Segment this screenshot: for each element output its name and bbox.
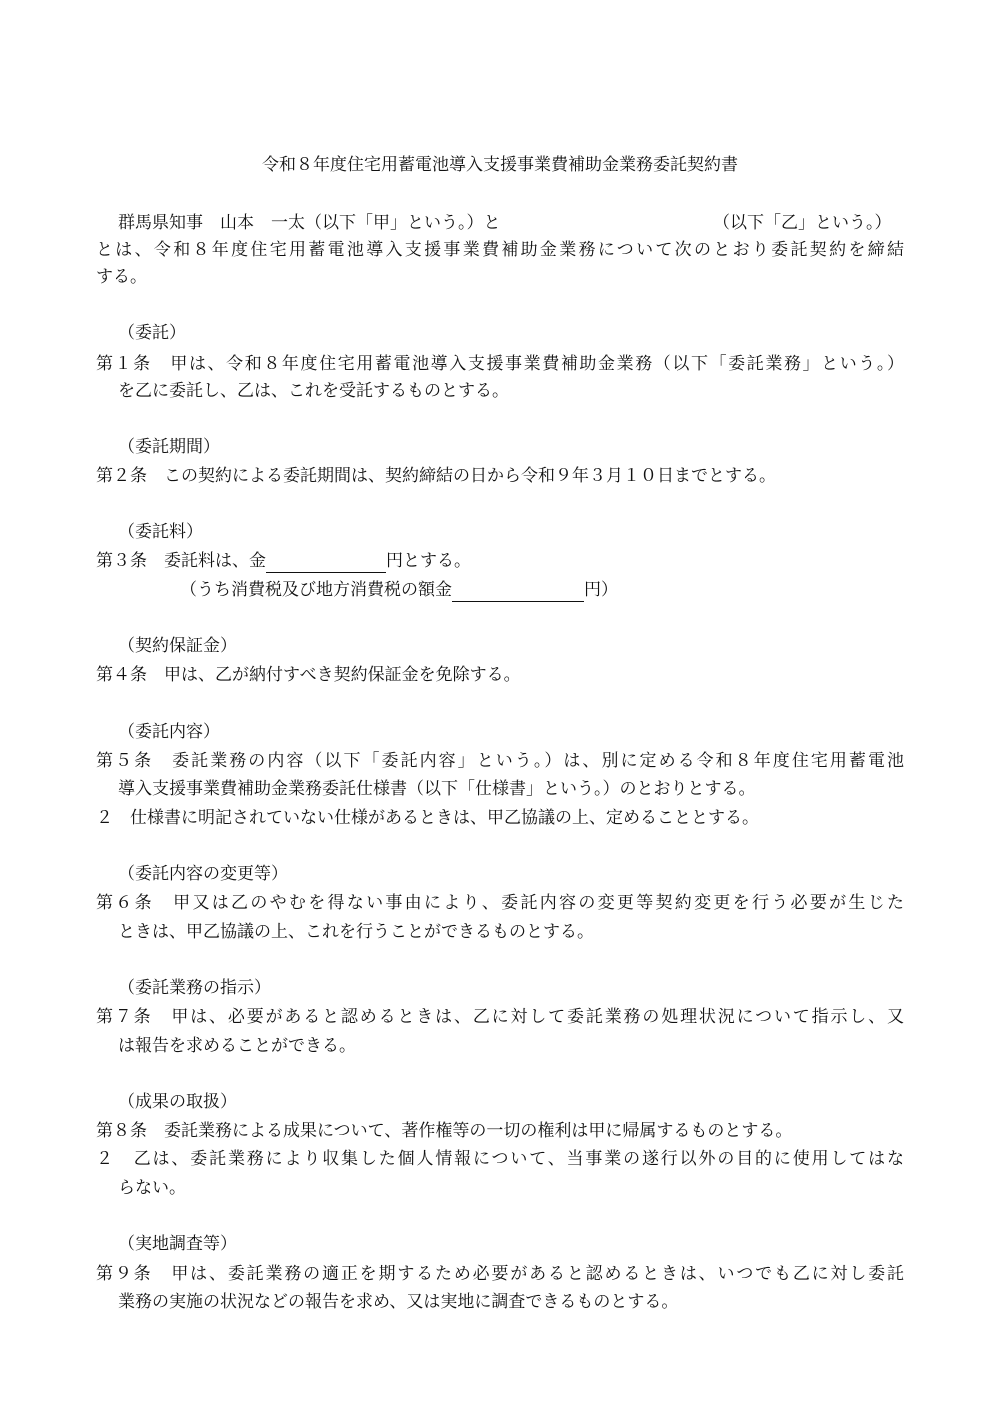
preamble-line1-left: 群馬県知事 山本 一太（以下「甲」という。）と — [118, 213, 501, 233]
article-5-line2: 導入支援事業費補助金業務委託仕様書（以下「仕様書」という。）のとおりとする。 — [118, 779, 756, 799]
preamble-line3: する。 — [96, 267, 147, 287]
document-title: 令和８年度住宅用蓄電池導入支援事業費補助金業務委託契約書 — [262, 155, 738, 175]
article-9-line2: 業務の実施の状況などの報告を求め、又は実地に調査できるものとする。 — [118, 1292, 679, 1312]
article-8-paragraph-2-cont: らない。 — [118, 1178, 186, 1198]
article-3-tax-label: （うち消費税及び地方消費税の額金 — [180, 580, 452, 600]
article-3-tax-suffix: 円） — [584, 580, 618, 600]
article-6-line1: 第６条 甲又は乙のやむを得ない事由により、委託内容の変更等契約変更を行う必要が生じた — [96, 893, 904, 913]
article-5-line1: 第５条 委託業務の内容（以下「委託内容」という。）は、別に定める令和８年度住宅用蓄電池 — [96, 751, 904, 771]
article-3-fee-label: 第３条 委託料は、金 — [96, 551, 266, 571]
preamble-line1-right: （以下「乙」という。） — [713, 213, 892, 233]
fee-amount-blank — [266, 554, 386, 573]
article-7-line2: は報告を求めることができる。 — [118, 1036, 356, 1056]
article-1-heading: （委託） — [118, 323, 186, 343]
preamble-line2: とは、令和８年度住宅用蓄電池導入支援事業費補助金業務について次のとおり委託契約を締結 — [96, 240, 904, 260]
article-4-line1: 第４条 甲は、乙が納付すべき契約保証金を免除する。 — [96, 665, 521, 685]
article-6-line2: ときは、甲乙協議の上、これを行うことができるものとする。 — [118, 922, 594, 942]
article-3-fee-suffix: 円とする。 — [386, 551, 471, 571]
article-8-heading: （成果の取扱） — [118, 1092, 237, 1112]
article-3-line2 — [180, 578, 618, 602]
article-1-line2: を乙に委託し、乙は、これを受託するものとする。 — [118, 381, 509, 401]
article-4-heading: （契約保証金） — [118, 636, 237, 656]
article-5-paragraph-2: ２ 仕様書に明記されていない仕様があるときは、甲乙協議の上、定めることとする。 — [96, 808, 759, 828]
article-7-heading: （委託業務の指示） — [118, 978, 271, 998]
article-9-heading: （実地調査等） — [118, 1234, 237, 1254]
article-8-paragraph-2: ２ 乙は、委託業務により収集した個人情報について、当事業の遂行以外の目的に使用してはな — [96, 1149, 904, 1169]
article-3-heading: （委託料） — [118, 522, 203, 542]
article-5-heading: （委託内容） — [118, 722, 220, 742]
tax-amount-blank — [452, 583, 584, 602]
article-1-line1: 第１条 甲は、令和８年度住宅用蓄電池導入支援事業費補助金業務（以下「委託業務」という。） — [96, 354, 904, 374]
article-9-line1: 第９条 甲は、委託業務の適正を期するため必要があると認めるときは、いつでも乙に対し委託 — [96, 1264, 904, 1284]
article-6-heading: （委託内容の変更等） — [118, 864, 288, 884]
article-2-line1: 第２条 この契約による委託期間は、契約締結の日から令和９年３月１０日までとする。 — [96, 466, 776, 486]
article-7-line1: 第７条 甲は、必要があると認めるときは、乙に対して委託業務の処理状況について指示し、又 — [96, 1007, 904, 1027]
article-8-line1: 第８条 委託業務による成果について、著作権等の一切の権利は甲に帰属するものとする。 — [96, 1121, 793, 1141]
article-2-heading: （委託期間） — [118, 437, 220, 457]
article-3-line1 — [96, 549, 471, 573]
